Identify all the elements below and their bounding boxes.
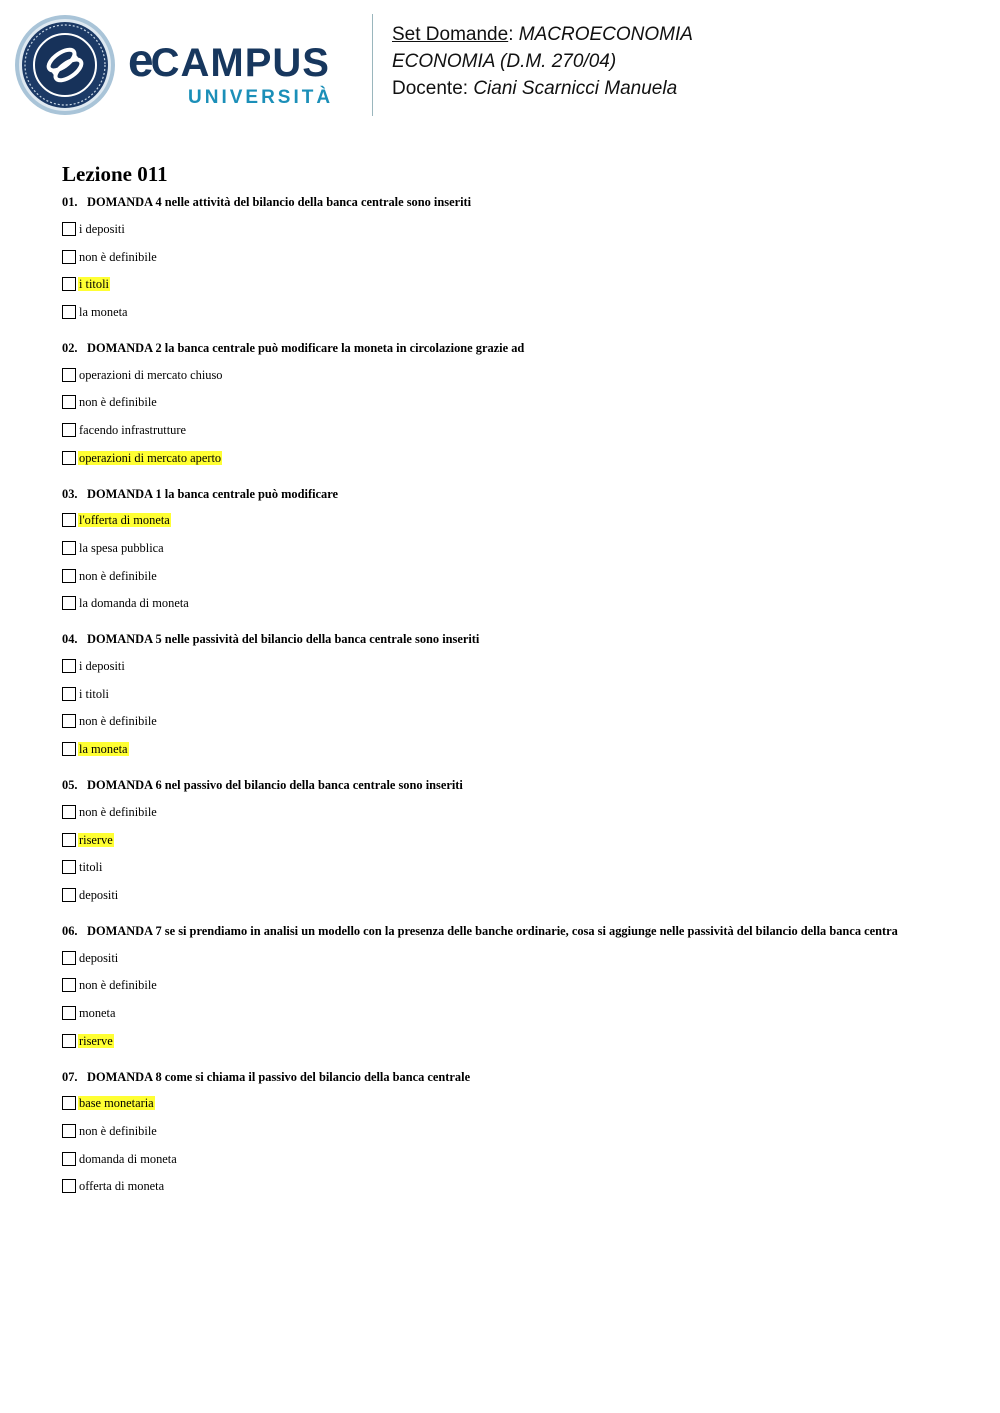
checkbox[interactable] [62,978,76,992]
answer-option[interactable] [62,416,962,444]
checkbox[interactable] [62,833,76,847]
checkbox[interactable] [62,513,76,527]
docente-line [392,75,952,102]
answer-option-text: non è definibile [79,568,157,583]
question-number: 06. [62,923,78,938]
answer-option[interactable] [62,243,962,271]
answer-option-text: i titoli [79,686,109,701]
question-text: DOMANDA 8 come si chiama il passivo del bilancio della banca centrale [87,1069,471,1084]
checkbox[interactable] [62,1152,76,1166]
answer-option[interactable] [62,881,962,909]
answer-option-text: titoli [79,860,103,875]
page-header [0,0,1000,130]
answer-option-text: la domanda di moneta [79,596,189,611]
answer-option[interactable] [62,444,962,472]
answer-option-text: non è definibile [79,804,157,819]
answer-option[interactable] [62,507,962,535]
question-block [62,631,962,763]
question-heading [62,486,962,502]
answer-option[interactable] [62,562,962,590]
answer-option-text-correct: riserve [79,832,113,847]
checkbox[interactable] [62,395,76,409]
header-divider [372,14,373,116]
answer-option[interactable] [62,944,962,972]
subject: MACROECONOMIA [518,24,693,45]
lesson-title: Lezione 011 [62,162,168,186]
checkbox[interactable] [62,951,76,965]
question-block [62,777,962,909]
answer-option-text: operazioni di mercato chiuso [79,367,223,382]
question-block [62,923,962,1055]
docente-label: Docente: [392,78,474,99]
checkbox[interactable] [62,423,76,437]
question-heading [62,194,962,210]
answer-option-text: non è definibile [79,395,157,410]
checkbox[interactable] [62,805,76,819]
answer-option[interactable] [62,534,962,562]
checkbox[interactable] [62,860,76,874]
answer-option[interactable] [62,971,962,999]
question-heading [62,631,962,647]
answer-option-text: domanda di moneta [79,1151,177,1166]
question-block [62,194,962,326]
question-set [62,160,962,1214]
checkbox[interactable] [62,1124,76,1138]
checkbox[interactable] [62,277,76,291]
question-text: DOMANDA 5 nelle passività del bilancio della banca centrale sono inseriti [87,632,480,647]
question-text: DOMANDA 2 la banca centrale può modificare la moneta in circolazione grazie ad [87,340,525,355]
question-block [62,486,962,618]
answer-option[interactable] [62,298,962,326]
question-text: DOMANDA 1 la banca centrale può modificare [87,486,339,501]
answer-option-text-correct: base monetaria [79,1096,154,1111]
checkbox[interactable] [62,1006,76,1020]
answer-option-text: non è definibile [79,1124,157,1139]
answer-option[interactable] [62,270,962,298]
answer-option[interactable] [62,1027,962,1055]
ecampus-seal-icon [14,14,116,116]
checkbox[interactable] [62,1179,76,1193]
question-heading [62,777,962,793]
set-separator: : [508,24,519,45]
answer-option[interactable] [62,1090,962,1118]
checkbox[interactable] [62,659,76,673]
answer-option-text-correct: i titoli [79,277,109,292]
answer-option-text: moneta [79,1005,116,1020]
answer-option[interactable] [62,652,962,680]
ecampus-logo [128,36,360,114]
checkbox[interactable] [62,1034,76,1048]
set-label: Set Domande [392,24,509,45]
logo-subtitle: UNIVERSITÀ [188,87,334,108]
checkbox[interactable] [62,569,76,583]
question-text: DOMANDA 4 nelle attività del bilancio della banca centrale sono inseriti [87,195,472,209]
answer-option-text-correct: operazioni di mercato aperto [79,450,222,465]
set-line [392,21,952,48]
answer-option[interactable] [62,215,962,243]
docente-name: Ciani Scarnicci Manuela [473,78,678,99]
checkbox[interactable] [62,451,76,465]
answer-option-text: non è definibile [79,978,157,993]
question-block [62,340,962,472]
question-number: 05. [62,778,78,792]
answer-option-text: la spesa pubblica [79,541,164,556]
question-heading [62,1069,962,1085]
answer-option[interactable] [62,1117,962,1145]
checkbox[interactable] [62,687,76,701]
checkbox[interactable] [62,888,76,902]
answer-option-text: la moneta [79,304,128,319]
checkbox[interactable] [62,596,76,610]
answer-option[interactable] [62,708,962,736]
checkbox[interactable] [62,541,76,555]
answer-option[interactable] [62,798,962,826]
answer-option-text: depositi [79,950,119,965]
checkbox[interactable] [62,368,76,382]
answer-option[interactable] [62,1145,962,1173]
question-text: DOMANDA 6 nel passivo del bilancio della banca centrale sono inseriti [87,778,463,792]
answer-option-text: offerta di moneta [79,1179,165,1194]
answer-option-text: depositi [79,887,119,902]
question-number: 01. [62,195,78,209]
checkbox[interactable] [62,742,76,756]
question-text: DOMANDA 7 se si prendiamo in analisi un modello con la presenza delle banche ordinarie, cosa si aggiunge nelle passività del bilancio della banca centra [87,923,898,938]
answer-option[interactable] [62,853,962,881]
answer-option[interactable] [62,999,962,1027]
header-info [392,21,952,102]
answer-option[interactable] [62,361,962,389]
answer-option-text: facendo infrastrutture [79,422,186,437]
answer-option[interactable] [62,680,962,708]
answer-option-text-correct: riserve [79,1033,113,1048]
answer-option-text: i depositi [79,221,125,236]
course: ECONOMIA (D.M. 270/04) [392,51,617,72]
checkbox[interactable] [62,1096,76,1110]
answer-option[interactable] [62,826,962,854]
question-heading [62,340,962,356]
checkbox[interactable] [62,714,76,728]
question-number: 04. [62,632,78,647]
question-number: 07. [62,1069,78,1084]
answer-option-text-correct: l'offerta di moneta [79,513,170,528]
answer-option-text: non è definibile [79,714,157,729]
answer-option-text-correct: la moneta [79,742,128,757]
answer-option[interactable] [62,735,962,763]
question-list [62,194,962,1200]
question-heading [62,923,962,939]
question-number: 03. [62,486,78,501]
checkbox[interactable] [62,222,76,236]
answer-option-text: i depositi [79,659,125,674]
checkbox[interactable] [62,250,76,264]
question-block [62,1069,962,1201]
answer-option-text: non è definibile [79,249,157,264]
answer-option[interactable] [62,388,962,416]
logo-wordmark: eCAMPUS [128,34,330,86]
answer-option[interactable] [62,590,962,618]
question-number: 02. [62,340,78,355]
checkbox[interactable] [62,305,76,319]
answer-option[interactable] [62,1173,962,1201]
